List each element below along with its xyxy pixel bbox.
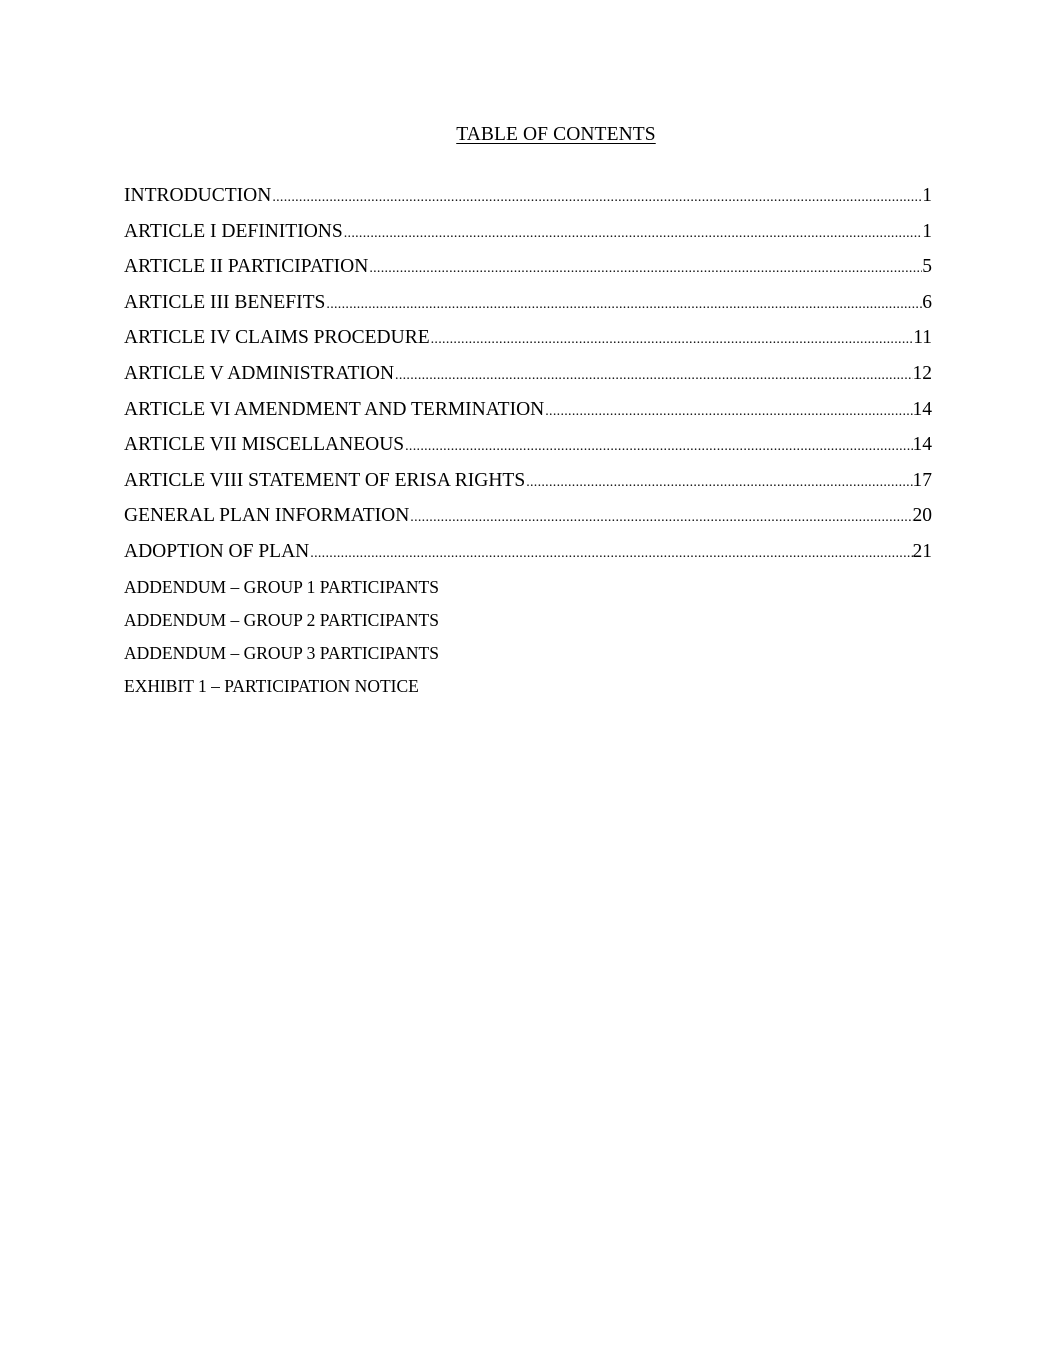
toc-entry-article-iv[interactable] bbox=[124, 325, 932, 361]
toc-dot-leader bbox=[431, 327, 914, 353]
toc-entry-page: 6 bbox=[922, 291, 932, 313]
toc-entry-article-vii[interactable] bbox=[124, 432, 932, 468]
toc-entry-page: 1 bbox=[922, 185, 932, 206]
addenda-list bbox=[124, 576, 724, 708]
toc-entry-page: 21 bbox=[912, 540, 932, 562]
toc-entry-article-vi[interactable] bbox=[124, 397, 932, 433]
toc-entry-label: ARTICLE II PARTICIPATION bbox=[124, 256, 369, 278]
toc-list bbox=[124, 183, 932, 575]
toc-entry-article-ii[interactable] bbox=[124, 254, 932, 290]
toc-entry-label: INTRODUCTION bbox=[124, 185, 272, 206]
toc-title: TABLE OF CONTENTS bbox=[456, 124, 656, 145]
toc-dot-leader bbox=[405, 434, 912, 460]
toc-dot-leader bbox=[310, 541, 912, 567]
toc-dot-leader bbox=[410, 505, 912, 531]
exhibit-participation-notice[interactable]: EXHIBIT 1 – PARTICIPATION NOTICE bbox=[124, 676, 419, 696]
toc-dot-leader bbox=[344, 221, 923, 247]
toc-entry-label: ARTICLE VI AMENDMENT AND TERMINATION bbox=[124, 398, 545, 420]
toc-dot-leader bbox=[326, 292, 922, 318]
toc-entry-page: 20 bbox=[912, 505, 932, 527]
toc-entry-page: 12 bbox=[912, 362, 932, 384]
toc-entry-article-viii[interactable] bbox=[124, 468, 932, 504]
toc-entry-page: 5 bbox=[922, 256, 932, 278]
toc-dot-leader bbox=[369, 256, 922, 282]
addendum-group-1[interactable]: ADDENDUM – GROUP 1 PARTICIPANTS bbox=[124, 577, 439, 597]
toc-entry-page: 1 bbox=[922, 220, 932, 242]
toc-entry-label: ADOPTION OF PLAN bbox=[124, 540, 310, 562]
toc-entry-introduction[interactable] bbox=[124, 183, 932, 219]
toc-entry-label: GENERAL PLAN INFORMATION bbox=[124, 505, 410, 527]
toc-dot-leader bbox=[526, 470, 912, 496]
toc-dot-leader bbox=[395, 363, 912, 389]
toc-entry-article-i[interactable] bbox=[124, 219, 932, 255]
toc-dot-leader bbox=[545, 399, 912, 425]
toc-entry-article-v[interactable] bbox=[124, 361, 932, 397]
toc-entry-general-plan-information[interactable] bbox=[124, 503, 932, 539]
toc-entry-label: ARTICLE V ADMINISTRATION bbox=[124, 362, 395, 384]
toc-entry-adoption-of-plan[interactable] bbox=[124, 539, 932, 575]
toc-entry-label: ARTICLE VII MISCELLANEOUS bbox=[124, 434, 405, 456]
toc-entry-page: 14 bbox=[912, 434, 932, 456]
toc-entry-label: ARTICLE IV CLAIMS PROCEDURE bbox=[124, 327, 430, 349]
toc-dot-leader bbox=[272, 185, 922, 211]
toc-entry-page: 11 bbox=[913, 327, 932, 349]
toc-entry-page: 14 bbox=[912, 398, 932, 420]
toc-entry-page: 17 bbox=[912, 469, 932, 491]
addendum-group-2[interactable]: ADDENDUM – GROUP 2 PARTICIPANTS bbox=[124, 610, 439, 630]
toc-entry-label: ARTICLE III BENEFITS bbox=[124, 291, 326, 313]
addendum-group-3[interactable]: ADDENDUM – GROUP 3 PARTICIPANTS bbox=[124, 643, 439, 663]
toc-entry-label: ARTICLE I DEFINITIONS bbox=[124, 220, 343, 242]
toc-entry-article-iii[interactable] bbox=[124, 290, 932, 326]
toc-entry-label: ARTICLE VIII STATEMENT OF ERISA RIGHTS bbox=[124, 469, 526, 491]
